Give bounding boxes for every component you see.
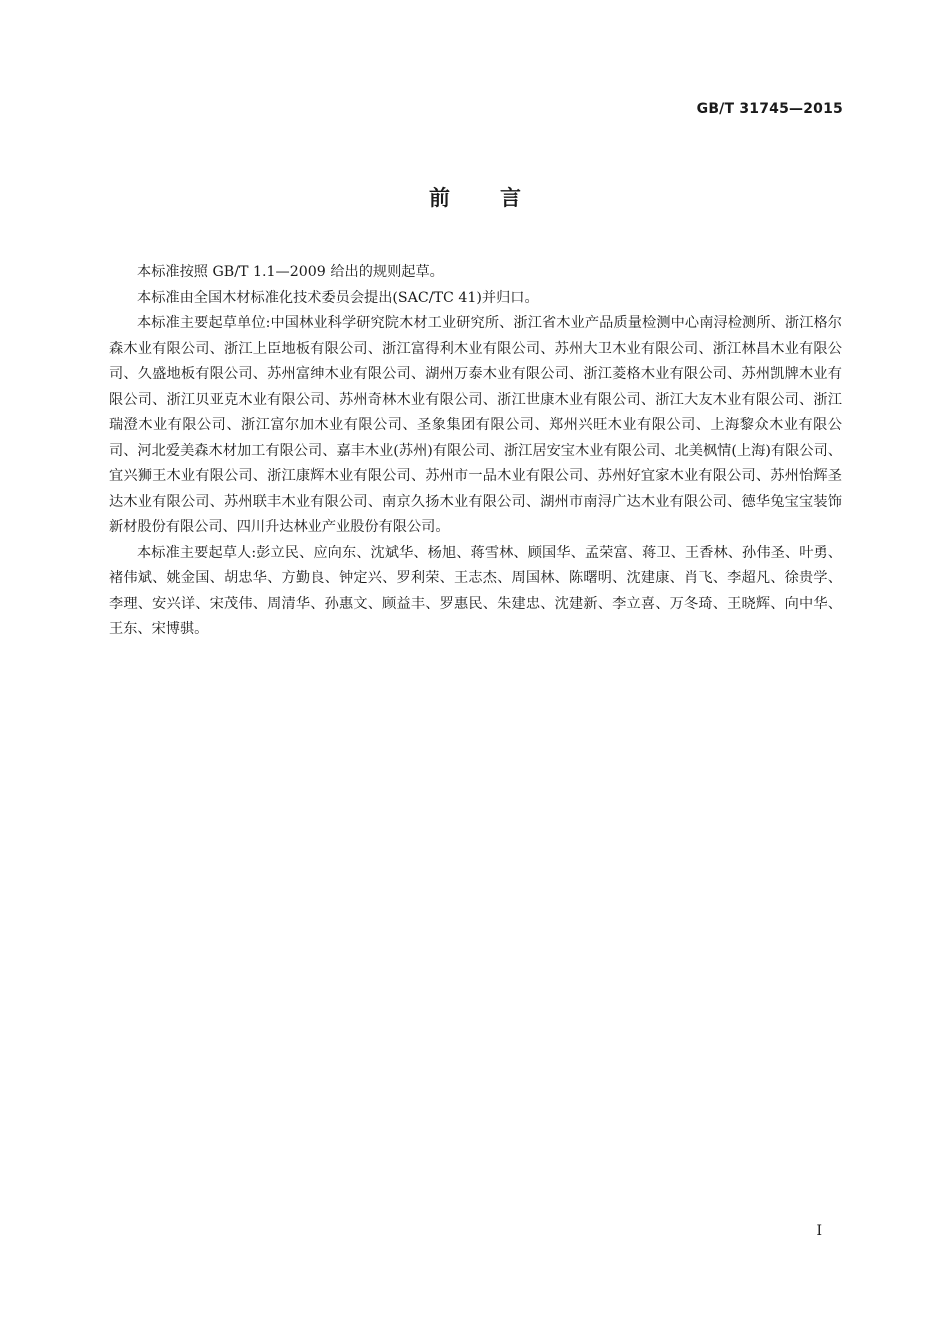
page-title: 前言 bbox=[429, 186, 571, 210]
paragraph-drafting-units: 本标准主要起草单位:中国林业科学研究院木材工业研究所、浙江省木业产品质量检测中心南浔检测所、浙江格尔森木业有限公司、浙江上臣地板有限公司、浙江富得利木业有限公司、苏州大卫木业有限公司、浙江林昌木业有限公司、久盛地板有限公司、苏州富绅木业有限公司、湖州万泰木业有限公司、浙江菱格木业有限公司、苏州凯牌木业有限公司、浙江贝亚克木业有限公司、苏州奇林木业有限公司、浙江世康木业有限公司、浙江大友木业有限公司、浙江瑞澄木业有限公司、浙江富尔加木业有限公司、圣象集团有限公司、郑州兴旺木业有限公司、上海黎众木业有限公司、河北爱美森木材加工有限公司、嘉丰木业(苏州)有限公司、浙江居安宝木业有限公司、北美枫情(上海)有限公司、宜兴狮王木业有限公司、浙江康辉木业有限公司、苏州市一品木业有限公司、苏州好宜家木业有限公司、苏州怡辉圣达木业有限公司、苏州联丰木业有限公司、南京久扬木业有限公司、湖州市南浔广达木业有限公司、德华兔宝宝装饰新材股份有限公司、四川升达林业产业股份有限公司。 bbox=[109, 315, 842, 535]
foreword-body bbox=[109, 260, 842, 643]
paragraph-drafters: 本标准主要起草人:彭立民、应向东、沈斌华、杨旭、蒋雪林、顾国华、孟荣富、蒋卫、王香林、孙伟圣、叶勇、褚伟斌、姚金国、胡忠华、方勤良、钟定兴、罗利荣、王志杰、周国林、陈曙明、沈建康、肖飞、李超凡、徐贵学、李理、安兴详、宋茂伟、周清华、孙惠文、顾益丰、罗惠民、朱建忠、沈建新、李立喜、万冬琦、王晓辉、向中华、王东、宋博骐。 bbox=[109, 544, 842, 637]
page-number: I bbox=[816, 1223, 822, 1239]
paragraph-drafting-rules: 本标准按照 GB/T 1.1—2009 给出的规则起草。 bbox=[137, 264, 444, 280]
paragraph-proposer: 本标准由全国木材标准化技术委员会提出(SAC/TC 41)并归口。 bbox=[137, 289, 539, 306]
standard-number: GB/T 31745—2015 bbox=[696, 101, 843, 117]
